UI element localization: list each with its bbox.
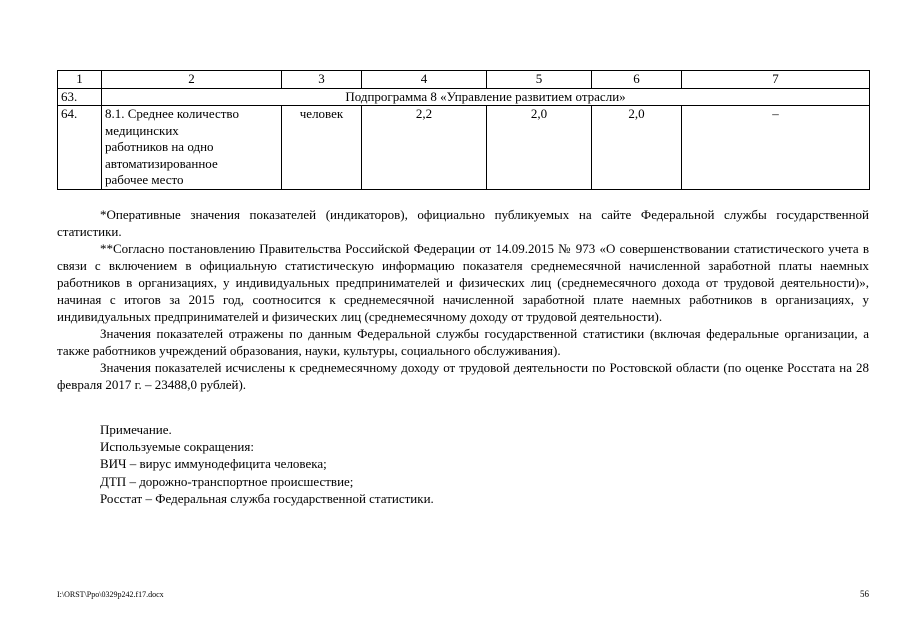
- footnote-paragraph: *Оперативные значения показателей (индикаторов), официально публикуемых на сайте Федеральной службы государственной статистики.: [57, 207, 869, 239]
- footnote-paragraph: **Согласно постановлению Правительства Российской Федерации от 14.09.2015 № 973 «О совершенствовании статистического учета в связи с включением в официальную статистическую информацию показателя среднемесячной начисленной заработной платы наемных работников в организациях, у индивидуальных предпринимателей и физических лиц (среднемесячного дохода от трудовой деятельности)», начиная с итогов за 2015 год, соотносится к среднемесячной начисленной заработной плате наемных работников в организациях, у индивидуальных предпринимателей и физических лиц (среднемесячному доходу от трудовой деятельности).: [57, 241, 869, 324]
- table-header-cell: 5: [487, 71, 592, 89]
- indicator-name-line: автоматизированное: [105, 155, 218, 171]
- value-cell: 2,0: [592, 106, 682, 190]
- indicator-name-line: рабочее место: [105, 172, 184, 187]
- page-number: 56: [860, 589, 869, 599]
- abbreviation-item: ДТП – дорожно-транспортное происшествие;: [100, 473, 354, 489]
- footnotes: [57, 206, 869, 393]
- table-header-cell: 6: [592, 71, 682, 89]
- indicator-name-line: работников на одно: [105, 139, 214, 154]
- subprogram-title: Подпрограмма 8 «Управление развитием отрасли»: [102, 88, 870, 106]
- footnote-paragraph: Значения показателей отражены по данным Федеральной службы государственной статистики (включая федеральные организации, а также работников учреждений образования, науки, культуры, социального обслуживания).: [57, 326, 869, 358]
- footer-file-path: I:\ORST\Ppo\0329p242.f17.docx: [57, 590, 164, 599]
- abbreviation-item: Росстат – Федеральная служба государственной статистики.: [100, 490, 434, 506]
- table-header-row: [58, 71, 870, 89]
- table-header-cell: 7: [682, 71, 870, 89]
- table-section-row: [58, 88, 870, 106]
- abbreviation-item: ВИЧ – вирус иммунодефицита человека;: [100, 456, 327, 472]
- table-header-cell: 2: [102, 71, 282, 89]
- row-number: 64.: [58, 106, 102, 190]
- remark-title: Примечание.: [100, 422, 172, 437]
- value-cell: –: [682, 106, 870, 190]
- table-header-cell: 4: [362, 71, 487, 89]
- table-row: [58, 106, 870, 190]
- abbreviations-intro: Используемые сокращения:: [100, 439, 254, 455]
- row-number: 63.: [58, 88, 102, 106]
- indicator-name-line: медицинских: [105, 122, 179, 138]
- value-cell: 2,2: [362, 106, 487, 190]
- table-header-cell: 1: [58, 71, 102, 89]
- indicator-name-line: 8.1. Среднее количество: [105, 106, 239, 121]
- indicator-name: [102, 106, 282, 190]
- indicators-table: [57, 70, 870, 190]
- remark-block: [100, 421, 434, 507]
- footnote-paragraph: Значения показателей исчислены к среднемесячному доходу от трудовой деятельности по Ростовской области (по оценке Росстата на 28 февраля 2017 г. – 23488,0 рублей).: [57, 360, 869, 392]
- value-cell: 2,0: [487, 106, 592, 190]
- table-header-cell: 3: [282, 71, 362, 89]
- unit-cell: человек: [282, 106, 362, 190]
